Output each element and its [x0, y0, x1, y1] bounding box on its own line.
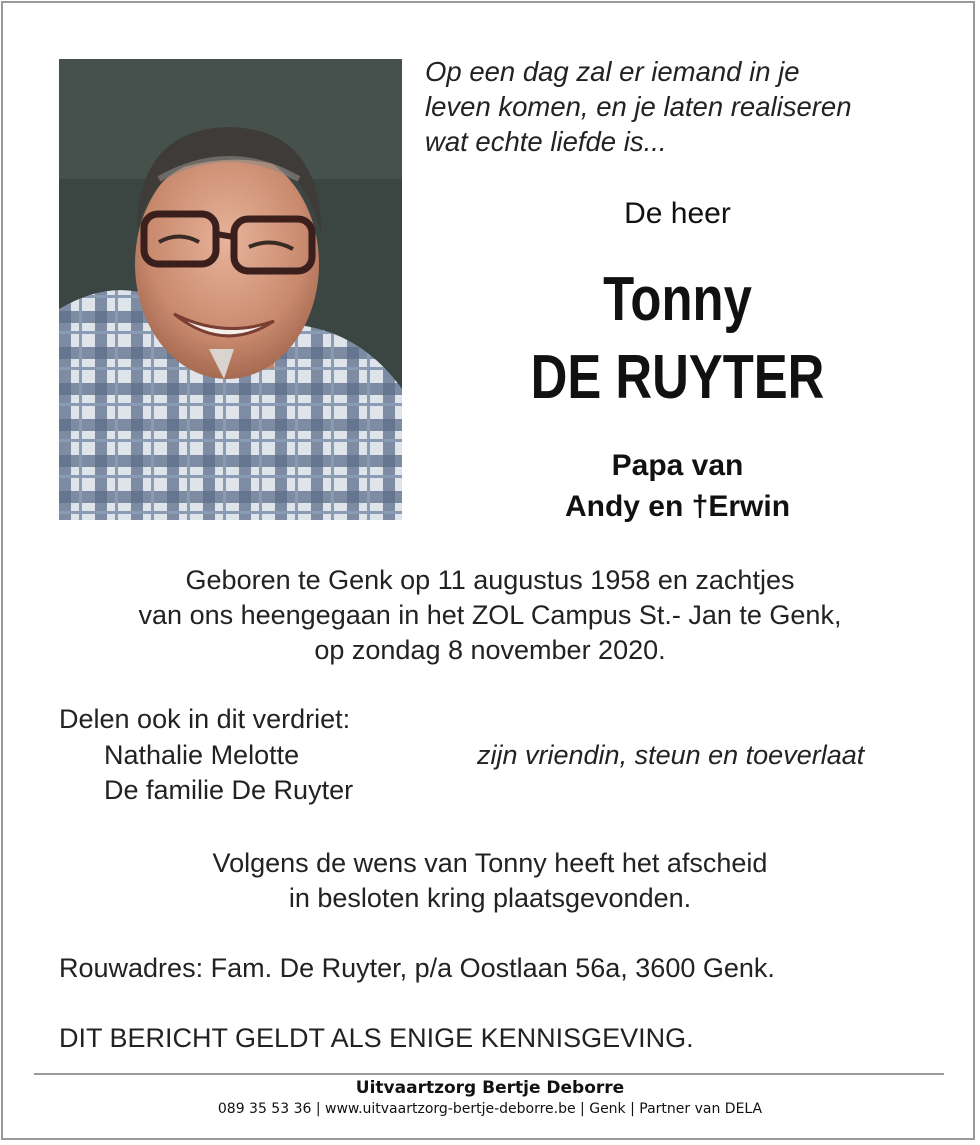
honorific: De heer: [624, 197, 731, 230]
poem: [425, 54, 945, 159]
footer-title: Uitvaartzorg Bertje Deborre: [355, 1078, 625, 1098]
farewell-text: [0, 846, 980, 916]
notice: DIT BERICHT GELDT ALS ENIGE KENNISGEVING.: [59, 1023, 694, 1053]
portrait-illustration: [59, 59, 402, 520]
mourner-name: Nathalie Melotte: [104, 740, 300, 770]
portrait-photo: [59, 59, 402, 520]
birth-line: Geboren te Genk op 11 augustus 1958 en zachtjes: [185, 565, 795, 595]
relation: [425, 445, 930, 527]
first-name: [425, 265, 930, 335]
poem-line: leven komen, en je laten realiseren: [425, 91, 852, 122]
footer-info: 089 35 53 36 | www.uitvaartzorg-bertje-deborre.be | Genk | Partner van DELA: [217, 1101, 763, 1117]
mourner-role: zijn vriendin, steun en toeverlaat: [477, 740, 865, 770]
mourning-address: Rouwadres: Fam. De Ruyter, p/a Oostlaan 56a, 3600 Genk.: [59, 953, 775, 983]
relation-line: Papa van: [611, 449, 744, 482]
birth-line: van ons heengegaan in het ZOL Campus St.- Jan te Genk,: [138, 600, 842, 630]
farewell-line: in besloten kring plaatsgevonden.: [288, 883, 692, 913]
footer-divider: [34, 1073, 944, 1075]
share-title: Delen ook in dit verdriet:: [59, 704, 351, 734]
poem-line: wat echte liefde is...: [425, 126, 667, 157]
first-name-text: Tonny: [603, 265, 752, 334]
relation-line: Andy en †Erwin: [564, 490, 791, 523]
farewell-line: Volgens de wens van Tonny heeft het afscheid: [212, 848, 768, 878]
birth-line: op zondag 8 november 2020.: [314, 635, 666, 665]
mourner-name: De familie De Ruyter: [104, 775, 354, 805]
birth-death-text: [0, 563, 980, 668]
poem-line: Op een dag zal er iemand in je: [425, 56, 800, 87]
last-name: [425, 343, 930, 413]
last-name-text: DE RUYTER: [530, 343, 825, 412]
